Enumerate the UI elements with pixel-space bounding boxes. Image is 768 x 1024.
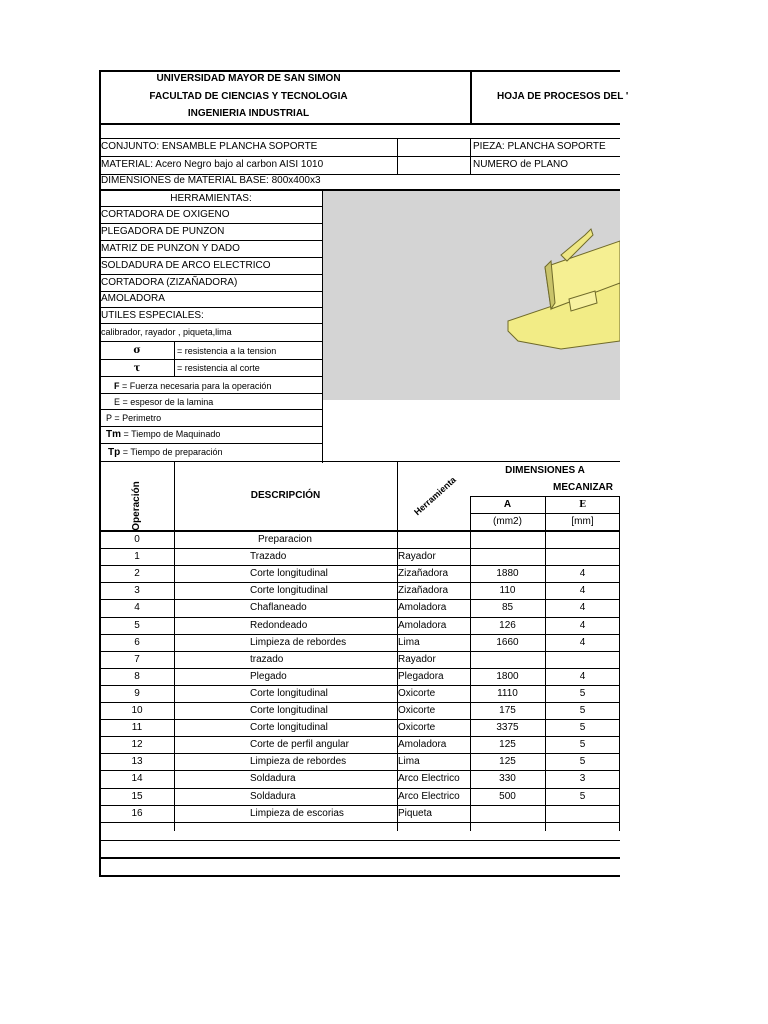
operation-description: Corte longitudinal xyxy=(250,568,328,579)
operation-tool: Amoladora xyxy=(398,602,447,613)
operation-tool: Amoladora xyxy=(398,739,447,750)
operation-description: Soldadura xyxy=(250,773,296,784)
operation-description: Soldadura xyxy=(250,791,296,802)
header-line xyxy=(470,513,620,514)
operation-thickness: 5 xyxy=(579,756,586,767)
operation-number: 6 xyxy=(134,637,140,648)
plano-label: NUMERO de PLANO xyxy=(473,159,569,170)
operation-description: Corte longitudinal xyxy=(250,705,328,716)
footer-line xyxy=(99,857,620,859)
operation-number: 5 xyxy=(134,620,140,631)
operation-area: 125 xyxy=(499,739,516,750)
operation-area xyxy=(470,652,545,668)
part-render-image xyxy=(323,191,620,400)
operation-number: 11 xyxy=(131,722,143,733)
operation-thickness: 5 xyxy=(579,705,586,716)
operation-thickness xyxy=(545,549,620,565)
thickness-legend: E = espesor de la lamina xyxy=(114,397,214,407)
operation-number: 8 xyxy=(134,671,140,682)
operation-tool: Piqueta xyxy=(398,808,432,819)
operation-description: Corte longitudinal xyxy=(250,688,328,699)
operation-thickness: 5 xyxy=(579,791,586,802)
operation-area: 1880 xyxy=(496,568,519,579)
operation-area xyxy=(470,532,545,548)
legend-line xyxy=(99,359,322,360)
tool-item: SOLDADURA DE ARCO ELECTRICO xyxy=(101,260,271,271)
sheet-title: HOJA DE PROCESOS DEL ' xyxy=(497,91,629,102)
operation-tool: Amoladora xyxy=(398,620,447,631)
operation-area: 126 xyxy=(499,620,516,631)
operation-number: 14 xyxy=(131,773,143,784)
operation-tool: Rayador xyxy=(398,654,436,665)
sigma-symbol: σ xyxy=(133,345,141,356)
legend-line xyxy=(99,393,322,394)
operation-description: trazado xyxy=(250,654,284,665)
operation-thickness xyxy=(545,532,620,548)
operation-description: Limpieza de escorias xyxy=(250,808,344,819)
operation-thickness: 4 xyxy=(579,602,586,613)
tools-line xyxy=(99,274,322,275)
operation-thickness: 5 xyxy=(579,722,586,733)
operation-number: 15 xyxy=(131,791,143,802)
tau-symbol: τ xyxy=(133,363,141,374)
tools-line xyxy=(99,206,322,207)
info-line xyxy=(99,156,620,157)
operation-thickness: 4 xyxy=(579,585,586,596)
tools-heading: HERRAMIENTAS: xyxy=(170,193,252,204)
tool-item: CORTADORA (ZIZAÑADORA) xyxy=(101,277,238,288)
operation-area: 85 xyxy=(501,602,514,613)
operation-thickness xyxy=(545,806,620,822)
col-divider xyxy=(174,461,175,831)
operation-tool: Oxicorte xyxy=(398,722,436,733)
operation-description: Limpieza de rebordes xyxy=(250,756,347,767)
col-e-header: E xyxy=(579,500,586,510)
conjunto-label: CONJUNTO: ENSAMBLE PLANCHA SOPORTE xyxy=(101,141,318,152)
force-symbol: F xyxy=(114,381,120,391)
operation-tool: Plegadora xyxy=(398,671,444,682)
operation-area: 330 xyxy=(499,773,516,784)
col-operacion-header: Operación xyxy=(131,481,142,531)
utiles-text: calibrador, rayador , piqueta,lima xyxy=(101,327,232,337)
frame-top-border xyxy=(99,70,620,72)
col-a-header: A xyxy=(503,499,512,510)
mecanizar-heading: MECANIZAR xyxy=(553,482,613,493)
tp-symbol: Tp xyxy=(108,447,121,458)
tools-line xyxy=(99,291,322,292)
operation-thickness: 5 xyxy=(579,739,586,750)
operation-description: Corte longitudinal xyxy=(250,585,328,596)
operation-description: Plegado xyxy=(250,671,287,682)
operation-description: Limpieza de rebordes xyxy=(250,637,347,648)
prep-time-legend xyxy=(108,446,223,459)
tool-item: AMOLADORA xyxy=(101,293,165,304)
operation-area: 3375 xyxy=(496,722,519,733)
operation-area: 1110 xyxy=(497,688,518,699)
col-a-unit: (mm2) xyxy=(493,516,522,527)
material-label: MATERIAL: Acero Negro bajo al carbon AISI 1010 xyxy=(101,159,324,170)
col-descripcion-header: DESCRIPCIÓN xyxy=(250,490,321,501)
operation-number: 9 xyxy=(134,688,140,699)
operation-area: 1660 xyxy=(496,637,519,648)
operation-thickness: 4 xyxy=(579,620,586,631)
operation-number: 13 xyxy=(131,756,143,767)
tau-text: = resistencia al corte xyxy=(177,363,260,373)
dimensions-heading: DIMENSIONES A xyxy=(505,465,585,476)
operation-thickness: 4 xyxy=(579,671,586,682)
tools-line xyxy=(99,323,322,324)
force-legend xyxy=(114,380,271,392)
operation-number: 10 xyxy=(131,705,143,716)
operation-number: 2 xyxy=(134,568,140,579)
info-line xyxy=(99,138,620,139)
tools-line xyxy=(99,257,322,258)
legend-line xyxy=(99,443,322,444)
operation-description: Trazado xyxy=(250,551,287,562)
legend-line xyxy=(99,376,322,377)
operation-tool: Oxicorte xyxy=(398,705,436,716)
header-faculty: FACULTAD DE CIENCIAS Y TECNOLOGIA xyxy=(149,91,348,102)
operation-number: 16 xyxy=(131,808,143,819)
operation-number: 3 xyxy=(134,585,140,596)
footer-bottom-border xyxy=(99,875,620,877)
machining-time-legend xyxy=(106,428,220,441)
footer-line xyxy=(99,840,620,841)
operation-area xyxy=(470,806,545,822)
legend-line xyxy=(99,409,322,410)
operation-area: 1800 xyxy=(496,671,519,682)
legend-line xyxy=(99,426,322,427)
operation-description: Corte de perfil angular xyxy=(250,739,349,750)
tp-text: = Tiempo de preparación xyxy=(122,447,223,457)
operation-number: 0 xyxy=(134,534,140,545)
pieza-label: PIEZA: PLANCHA SOPORTE xyxy=(473,141,606,152)
operation-tool: Lima xyxy=(398,756,420,767)
col-e-unit: [mm] xyxy=(571,516,594,527)
operation-description: Chaflaneado xyxy=(250,602,307,613)
tool-item: PLEGADORA DE PUNZON xyxy=(101,226,225,237)
operation-thickness: 4 xyxy=(579,568,586,579)
operation-tool: Zizañadora xyxy=(398,568,449,579)
operation-thickness xyxy=(545,652,620,668)
tm-text: = Tiempo de Maquinado xyxy=(123,429,221,439)
operation-tool: Arco Electrico xyxy=(398,791,460,802)
operation-thickness: 3 xyxy=(579,773,586,784)
tools-line xyxy=(99,341,322,342)
operation-tool: Arco Electrico xyxy=(398,773,460,784)
header-divider xyxy=(470,70,472,123)
header-university: UNIVERSIDAD MAYOR DE SAN SIMON xyxy=(156,73,341,84)
header-line xyxy=(470,496,620,497)
operation-number: 7 xyxy=(134,654,140,665)
operation-tool xyxy=(398,532,470,548)
footer-line xyxy=(99,822,620,823)
utiles-heading: UTILES ESPECIALES: xyxy=(101,310,204,321)
tool-item: MATRIZ DE PUNZON Y DADO xyxy=(101,243,240,254)
tools-line xyxy=(99,223,322,224)
header-bottom-border xyxy=(99,123,620,125)
header-career: INGENIERIA INDUSTRIAL xyxy=(187,108,310,119)
operation-description: Redondeado xyxy=(250,620,308,631)
operation-tool: Rayador xyxy=(398,551,436,562)
operation-area: 110 xyxy=(499,585,516,596)
tools-line xyxy=(99,240,322,241)
operation-thickness: 5 xyxy=(579,688,586,699)
tm-symbol: Tm xyxy=(106,429,121,440)
operation-area: 175 xyxy=(499,705,516,716)
dimensiones-label: DIMENSIONES de MATERIAL BASE: 800x400x3 xyxy=(101,175,321,186)
perimeter-legend: P = Perimetro xyxy=(106,413,162,423)
tools-line xyxy=(99,307,322,308)
operation-description: Corte longitudinal xyxy=(250,722,328,733)
legend-bottom-line xyxy=(99,461,620,462)
operation-area: 125 xyxy=(499,756,516,767)
sigma-text: = resistencia a la tension xyxy=(177,346,277,356)
tool-item: CORTADORA DE OXIGENO xyxy=(101,209,230,220)
operation-number: 12 xyxy=(131,739,143,750)
operation-area xyxy=(470,549,545,565)
operation-number: 1 xyxy=(134,551,140,562)
operation-description: Preparacion xyxy=(258,534,312,545)
operation-tool: Oxicorte xyxy=(398,688,436,699)
force-text: = Fuerza necesaria para la operación xyxy=(122,381,272,391)
operation-area: 500 xyxy=(499,791,516,802)
operation-number: 4 xyxy=(134,602,140,613)
operation-tool: Zizañadora xyxy=(398,585,449,596)
col-herramienta-header: Herramienta xyxy=(412,474,458,518)
operation-thickness: 4 xyxy=(579,637,586,648)
operation-tool: Lima xyxy=(398,637,420,648)
